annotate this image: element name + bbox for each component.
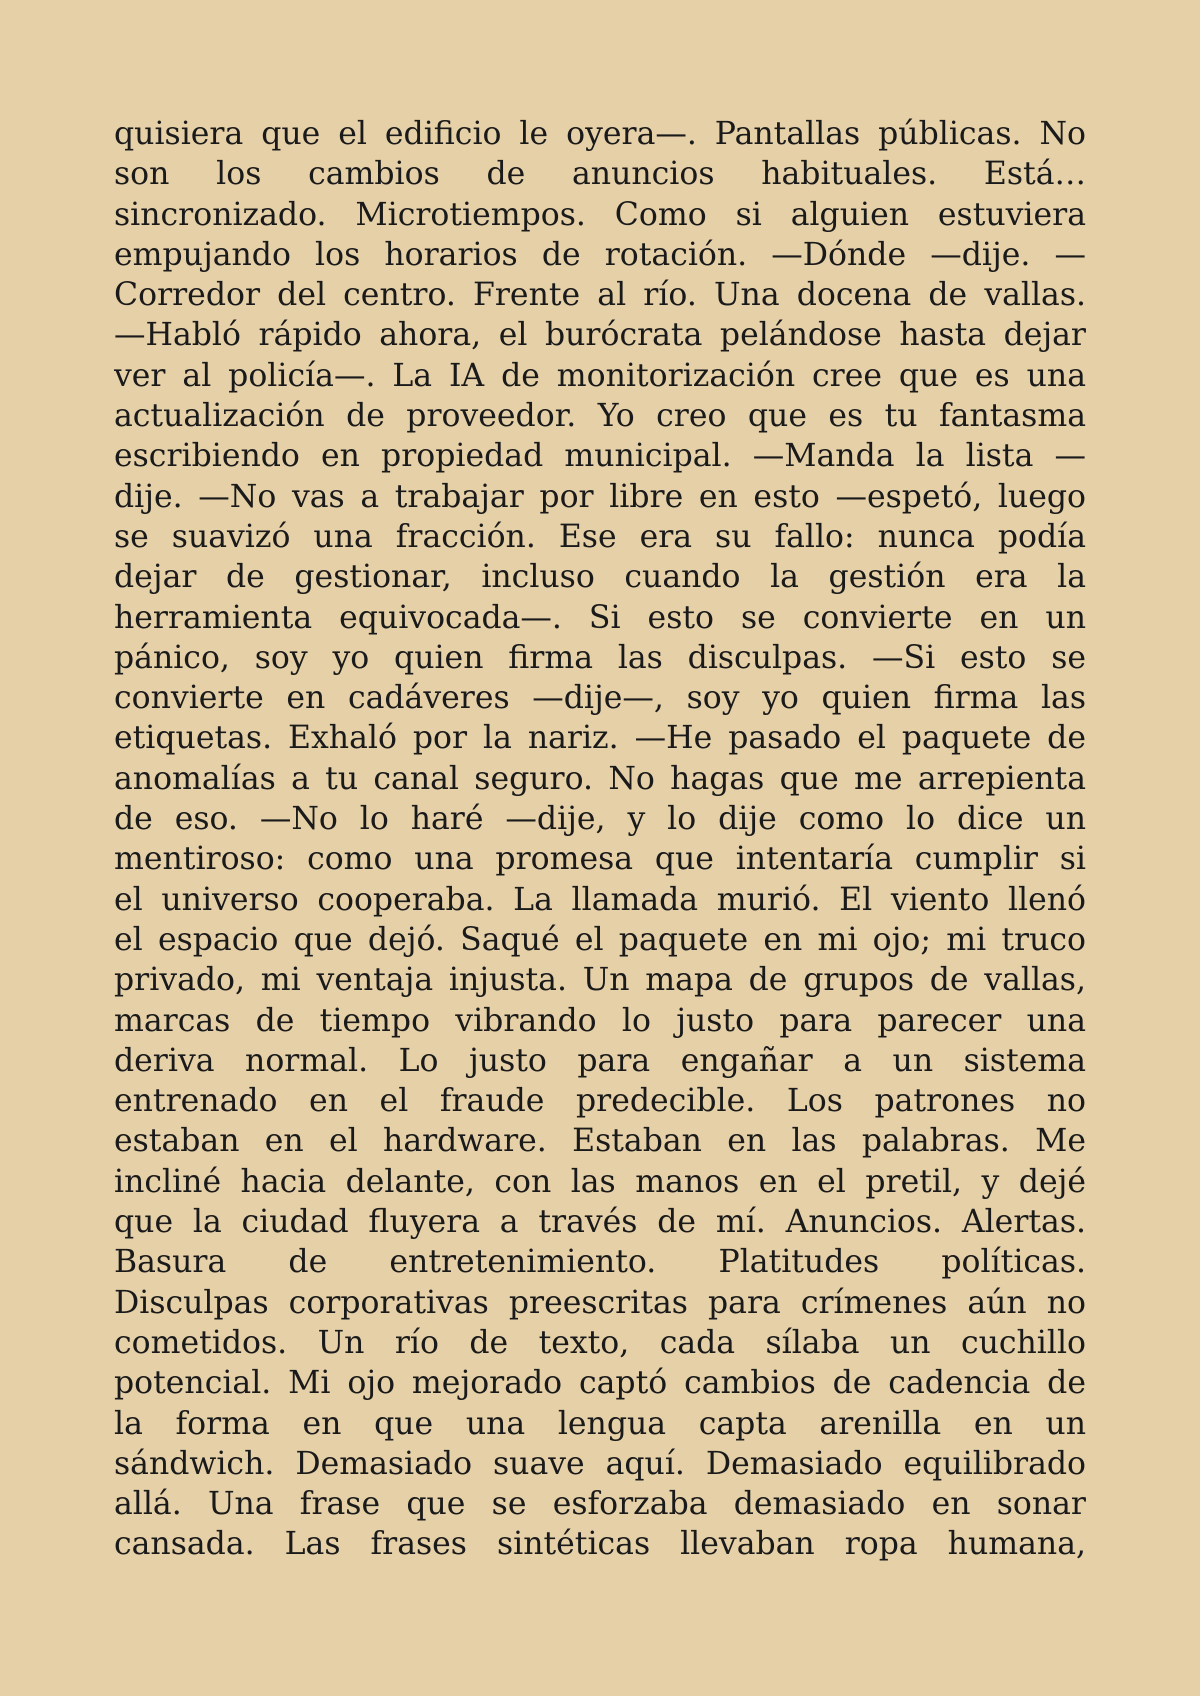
text-line: se suavizó una fracción. Ese era su fallo: nunca podía — [114, 518, 1086, 555]
text-line: cansada. Las frases sintéticas llevaban ropa humana, — [114, 1526, 1086, 1563]
text-line: ver al policía—. La IA de monitorización cree que es una — [114, 357, 1086, 394]
text-line: sándwich. Demasiado suave aquí. Demasiado equilibrado — [114, 1445, 1086, 1482]
text-line: quisiera que el edificio le oyera—. Pantallas públicas. No — [114, 116, 1086, 152]
text-line: la forma en que una lengua capta arenilla en un — [114, 1405, 1086, 1442]
text-line: potencial. Mi ojo mejorado captó cambios de cadencia de — [114, 1365, 1086, 1402]
text-line: el universo cooperaba. La llamada murió. El viento llenó — [114, 881, 1086, 918]
text-line: Basura de entretenimiento. Platitudes políticas. — [114, 1244, 1086, 1281]
text-line: estaban en el hardware. Estaban en las palabras. Me — [114, 1123, 1086, 1160]
text-line: deriva normal. Lo justo para engañar a un sistema — [114, 1042, 1086, 1079]
text-line: dije. —No vas a trabajar por libre en esto —espetó, luego — [114, 478, 1086, 515]
text-line: convierte en cadáveres —dije—, soy yo quien firma las — [114, 680, 1086, 717]
text-line: son los cambios de anuncios habituales. Está… — [114, 156, 1086, 193]
text-line: actualización de proveedor. Yo creo que es tu fantasma — [114, 398, 1086, 435]
text-line: pánico, soy yo quien firma las disculpas. —Si esto se — [114, 639, 1086, 676]
text-line: allá. Una frase que se esforzaba demasiado en sonar — [114, 1486, 1086, 1523]
text-line: Disculpas corporativas preescritas para crímenes aún no — [114, 1284, 1086, 1321]
text-line: cometidos. Un río de texto, cada sílaba un cuchillo — [114, 1324, 1086, 1361]
text-line: privado, mi ventaja injusta. Un mapa de grupos de vallas, — [114, 962, 1086, 999]
body-text — [114, 114, 1086, 1565]
text-line: anomalías a tu canal seguro. No hagas que me arrepienta — [114, 760, 1086, 797]
text-line: empujando los horarios de rotación. —Dónde —dije. — — [114, 236, 1086, 273]
text-line: sincronizado. Microtiempos. Como si alguien estuviera — [114, 196, 1086, 233]
text-line: herramienta equivocada—. Si esto se convierte en un — [114, 599, 1086, 636]
text-line: Corredor del centro. Frente al río. Una docena de vallas. — [114, 277, 1086, 314]
text-line: etiquetas. Exhaló por la nariz. —He pasado el paquete de — [114, 720, 1086, 757]
text-line: entrenado en el fraude predecible. Los patrones no — [114, 1083, 1086, 1120]
text-line: que la ciudad fluyera a través de mí. Anuncios. Alertas. — [114, 1204, 1086, 1241]
text-line: de eso. —No lo haré —dije, y lo dije como lo dice un — [114, 801, 1086, 838]
text-line: —Habló rápido ahora, el burócrata pelándose hasta dejar — [114, 317, 1086, 354]
text-line: mentiroso: como una promesa que intentaría cumplir si — [114, 841, 1086, 878]
text-line: dejar de gestionar, incluso cuando la gestión era la — [114, 559, 1086, 596]
text-line: marcas de tiempo vibrando lo justo para parecer una — [114, 1002, 1086, 1039]
text-line: escribiendo en propiedad municipal. —Manda la lista — — [114, 438, 1086, 475]
text-line: incliné hacia delante, con las manos en el pretil, y dejé — [114, 1163, 1086, 1200]
text-line: el espacio que dejó. Saqué el paquete en mi ojo; mi truco — [114, 921, 1086, 958]
